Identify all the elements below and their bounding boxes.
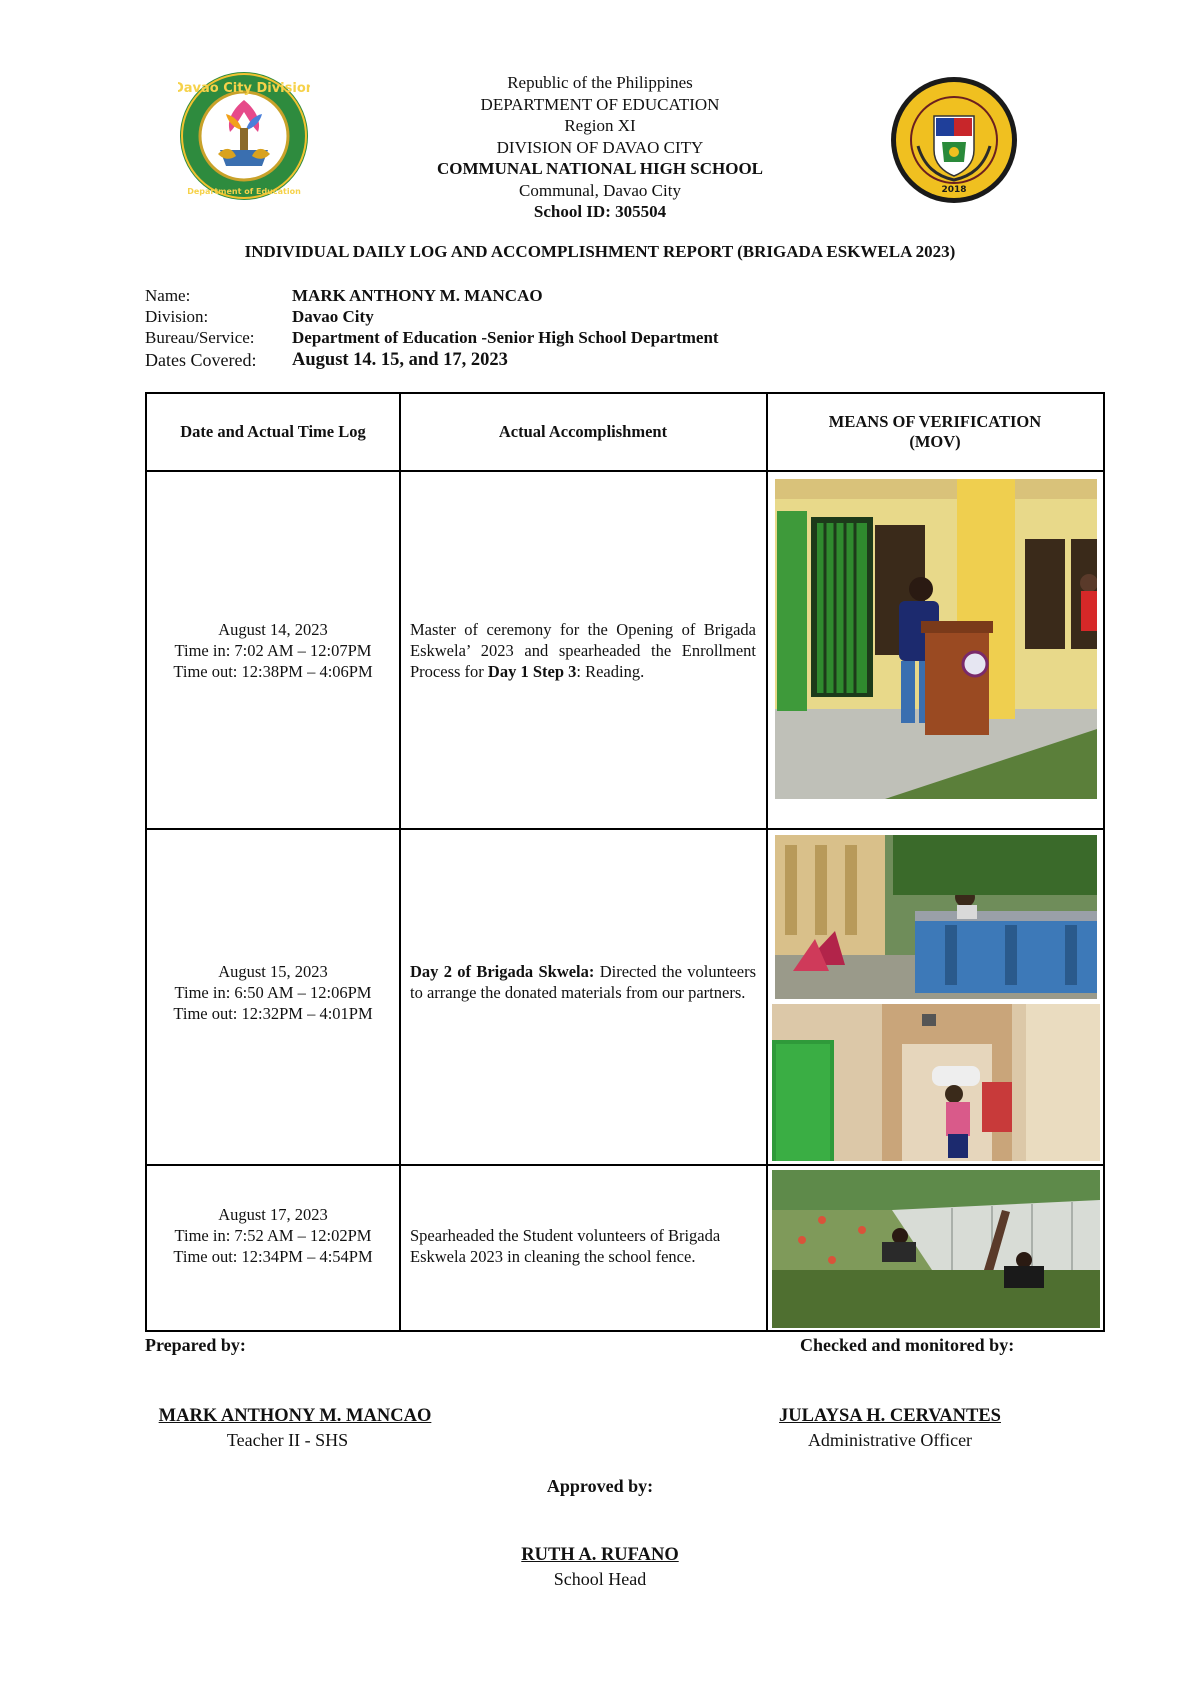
row2-acc-text: Directed the volunteers to arrange the donated materials from our partners. (410, 962, 756, 1002)
dates-label: Dates Covered: (145, 350, 257, 370)
row3-time-in: Time in: 7:52 AM – 12:02PM (174, 1226, 372, 1245)
bureau-value: Department of Education -Senior High School Department (292, 328, 719, 347)
row1-acc-bold: Day 1 Step 3 (487, 662, 577, 681)
header-region: Region XI (564, 116, 636, 135)
approved-by-position: School Head (553, 1569, 647, 1589)
info-name-row (145, 285, 719, 306)
row1-time-out: Time out: 12:38PM – 4:06PM (173, 662, 373, 681)
report-title: INDIVIDUAL DAILY LOG AND ACCOMPLISHMENT REPORT (BRIGADA ESKWELA 2023) (244, 242, 956, 261)
checked-by-label: Checked and monitored by: (800, 1335, 1015, 1355)
log-table (145, 392, 1105, 1332)
header-address: Communal, Davao City (519, 180, 681, 200)
bureau-label: Bureau/Service: (145, 328, 255, 347)
info-division-row (145, 306, 719, 327)
row2-acc-bold: Day 2 of Brigada Skwela: (410, 962, 595, 981)
letterhead (300, 72, 900, 223)
col-header-mov (767, 394, 1103, 470)
mov-header-line1: MEANS OF VERIFICATION (828, 412, 1042, 431)
row-divider-2 (147, 1164, 1103, 1166)
row-divider-1 (147, 828, 1103, 830)
seal-bottom-text: Department of Education (187, 187, 301, 196)
col-divider-2 (766, 394, 768, 1330)
col-header-date: Date and Actual Time Log (180, 422, 366, 441)
checked-by-position: Administrative Officer (807, 1430, 973, 1450)
name-label: Name: (145, 286, 191, 305)
employee-info (145, 285, 719, 372)
header-deped: DEPARTMENT OF EDUCATION (480, 94, 720, 114)
row3-date: August 17, 2023 (218, 1205, 328, 1224)
row3-accomplishment: Spearheaded the Student volunteers of Brigada Eskwela 2023 in cleaning the school fence. (410, 1226, 721, 1266)
communal-nhs-seal (890, 76, 1018, 204)
info-bureau-row (145, 327, 719, 348)
header-school: COMMUNAL NATIONAL HIGH SCHOOL (436, 159, 764, 178)
name-value: MARK ANTHONY M. MANCAO (292, 286, 543, 305)
row3-time-out: Time out: 12:34PM – 4:54PM (173, 1247, 373, 1266)
seal-top-text: Davao City Division (178, 81, 310, 96)
prepared-by-position: Teacher II - SHS (226, 1430, 349, 1450)
row3-date-log (147, 1204, 399, 1267)
davao-city-division-seal (178, 70, 310, 202)
col-divider-1 (399, 394, 401, 1330)
row1-mov-photo-podium (775, 479, 1097, 799)
header-school-id: School ID: 305504 (533, 202, 667, 221)
header-republic: Republic of the Philippines (507, 73, 693, 92)
row1-date-log (147, 619, 399, 682)
approved-by-name: RUTH A. RUFANO (521, 1545, 679, 1565)
approved-by-label: Approved by: (546, 1476, 654, 1496)
division-value: Davao City (292, 307, 374, 326)
row3-mov-photo-fence-cleaning (772, 1170, 1100, 1328)
row2-mov-photo-hallway (772, 1004, 1100, 1161)
dates-value: August 14. 15, and 17, 2023 (292, 350, 508, 370)
row1-time-in: Time in: 7:02 AM – 12:07PM (174, 641, 372, 660)
division-label: Division: (145, 307, 209, 326)
row2-time-out: Time out: 12:32PM – 4:01PM (173, 1004, 373, 1023)
row1-date: August 14, 2023 (218, 620, 328, 639)
prepared-by-name: MARK ANTHONY M. MANCAO (158, 1406, 432, 1426)
row1-acc-text: Master of ceremony for the Opening of Brigada Eskwela’ 2023 and spearheaded the Enrollment Process for (410, 620, 756, 681)
seal-year: 2018 (941, 185, 967, 195)
mov-header-line2: (MOV) (909, 432, 961, 451)
row2-accomplishment (410, 961, 756, 1003)
row2-mov-photo-truck (775, 835, 1097, 999)
row2-date: August 15, 2023 (218, 962, 328, 981)
row1-accomplishment (410, 619, 756, 682)
row1-acc-end: : Reading. (576, 662, 645, 681)
prepared-by-label: Prepared by: (145, 1335, 246, 1355)
row2-time-in: Time in: 6:50 AM – 12:06PM (174, 983, 372, 1002)
header-divider (147, 470, 1103, 472)
header-division: DIVISION OF DAVAO CITY (496, 137, 704, 157)
col-header-accomplishment: Actual Accomplishment (498, 422, 668, 441)
row2-date-log (147, 961, 399, 1024)
info-dates-row (145, 348, 719, 372)
checked-by-name: JULAYSA H. CERVANTES (779, 1406, 1001, 1426)
